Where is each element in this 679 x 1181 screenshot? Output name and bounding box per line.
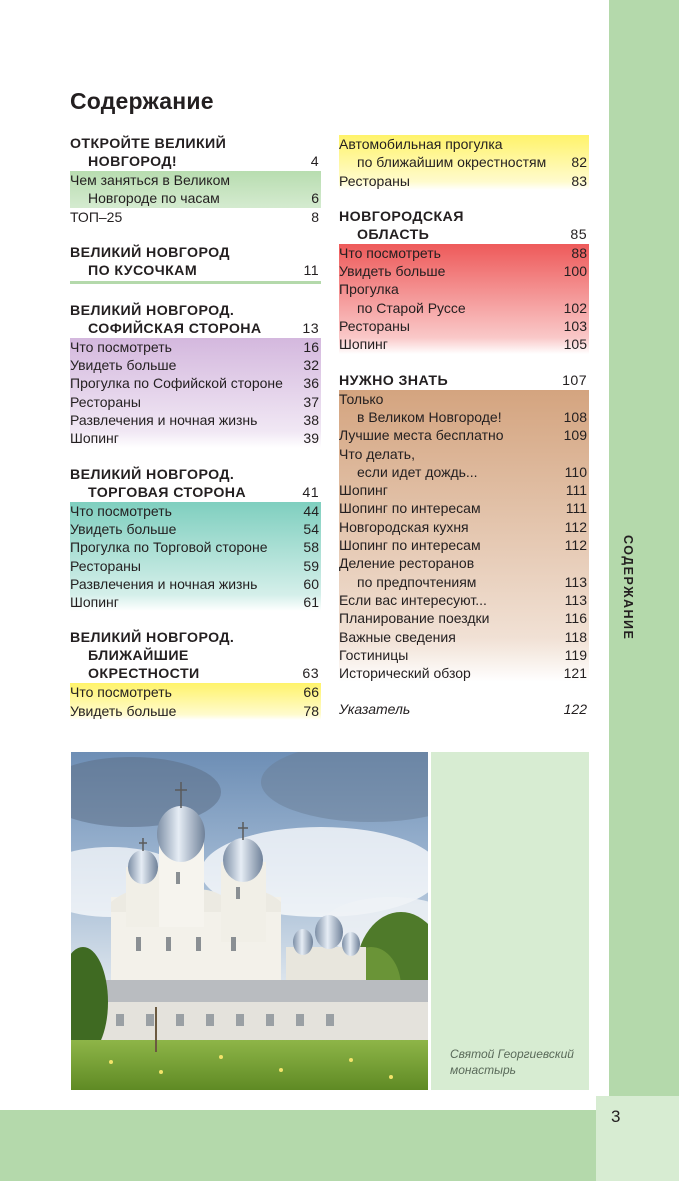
toc-entry-page: 119 xyxy=(564,646,587,663)
toc-entry-text: Шопинг xyxy=(339,336,388,353)
toc-section-heading xyxy=(70,466,321,502)
toc-entry-text: Что посмотреть xyxy=(70,684,172,701)
toc-entry-group xyxy=(70,683,321,720)
toc-entry-page: 58 xyxy=(303,539,319,556)
toc-entry-page: 111 xyxy=(565,500,587,517)
toc-entry-group xyxy=(339,244,589,354)
toc-entry[interactable] xyxy=(70,338,321,356)
toc-entry-text: Шопинг по интересам xyxy=(339,537,481,554)
toc-entry-page: 54 xyxy=(303,520,319,537)
toc-entry-page: 44 xyxy=(303,502,319,519)
toc-entry[interactable] xyxy=(70,502,321,520)
toc-entry[interactable] xyxy=(339,664,589,682)
toc-entry-page: 6 xyxy=(311,190,319,207)
toc-heading-line: СОФИЙСКАЯ СТОРОНА xyxy=(88,320,262,337)
side-color-band xyxy=(609,0,679,1096)
toc-entry[interactable] xyxy=(70,208,321,226)
toc-heading-line: ВЕЛИКИЙ НОВГОРОД xyxy=(70,244,230,261)
toc-heading-line: ОТКРОЙТЕ ВЕЛИКИЙ xyxy=(70,136,227,152)
toc-entry-text: Новгороде по часам xyxy=(88,190,220,207)
toc-entry[interactable] xyxy=(70,557,321,575)
toc-entry-text: Гостиницы xyxy=(339,646,409,663)
toc-entry[interactable] xyxy=(70,356,321,374)
toc-entry-text: Что посмотреть xyxy=(70,502,172,519)
toc-entry-text: Прогулка по Торговой стороне xyxy=(70,539,268,556)
toc-right-column xyxy=(339,135,589,719)
toc-entry[interactable] xyxy=(339,135,589,172)
toc-entry[interactable] xyxy=(70,411,321,429)
bottom-color-band xyxy=(0,1110,679,1181)
toc-entry-text: Деление ресторанов xyxy=(339,555,475,572)
toc-entry-page: 78 xyxy=(303,702,319,719)
toc-heading-line: ОКРЕСТНОСТИ xyxy=(88,666,200,683)
toc-entry-page: 100 xyxy=(563,263,587,280)
toc-entry-group xyxy=(70,171,321,208)
toc-section-page: 13 xyxy=(302,320,319,337)
toc-entry[interactable] xyxy=(339,591,589,609)
toc-entry[interactable] xyxy=(70,683,321,701)
toc-section-page: 41 xyxy=(302,484,319,501)
toc-entry-group xyxy=(70,208,321,226)
toc-section xyxy=(70,244,321,284)
toc-section xyxy=(339,700,589,718)
toc-section-page: 85 xyxy=(570,226,587,243)
toc-heading-line: НОВГОРОД! xyxy=(88,154,177,170)
toc-entry-text: по ближайшим окрестностям xyxy=(357,154,547,171)
toc-entry-text: Рестораны xyxy=(339,172,410,189)
toc-entry[interactable] xyxy=(339,335,589,353)
toc-left-column xyxy=(70,135,321,720)
toc-entry-page: 8 xyxy=(311,208,319,225)
toc-entry[interactable] xyxy=(339,172,589,190)
toc-entry-text: Рестораны xyxy=(339,318,410,335)
toc-entry[interactable] xyxy=(339,262,589,280)
toc-entry-text: Только xyxy=(339,390,384,407)
toc-entry-text: Шопинг xyxy=(339,482,388,499)
toc-entry[interactable] xyxy=(339,426,589,444)
toc-entry[interactable] xyxy=(339,554,589,591)
toc-entry-page: 60 xyxy=(303,575,319,592)
toc-entry-page: 103 xyxy=(563,318,587,335)
toc-section-heading xyxy=(70,302,321,338)
toc-section-heading xyxy=(70,135,321,171)
toc-entry-text: Развлечения и ночная жизнь xyxy=(70,412,258,429)
toc-entry-page: 112 xyxy=(564,537,587,554)
toc-entry-text: Чем заняться в Великом xyxy=(70,172,230,188)
toc-entry-text: Если вас интересуют... xyxy=(339,591,487,608)
toc-section xyxy=(70,135,321,226)
toc-section-page: 4 xyxy=(310,154,319,170)
toc-entry-page: 32 xyxy=(303,357,319,374)
toc-heading-line: ВЕЛИКИЙ НОВГОРОД. xyxy=(70,302,235,319)
toc-entry[interactable] xyxy=(70,374,321,392)
toc-heading-line: ПО КУСОЧКАМ xyxy=(88,262,198,279)
toc-section xyxy=(339,135,589,190)
toc-entry[interactable] xyxy=(70,393,321,411)
toc-heading-line: ТОРГОВАЯ СТОРОНА xyxy=(88,484,247,501)
toc-entry-page: 113 xyxy=(564,591,587,608)
toc-section-page: 107 xyxy=(562,372,587,389)
toc-entry[interactable] xyxy=(339,280,589,317)
toc-entry-page: 88 xyxy=(571,244,587,261)
toc-entry-text: Увидеть больше xyxy=(70,357,177,374)
toc-entry-text: Шопинг xyxy=(70,430,119,447)
toc-entry[interactable] xyxy=(339,628,589,646)
toc-entry-text: Увидеть больше xyxy=(70,702,177,719)
toc-heading-line: БЛИЖАЙШИЕ xyxy=(88,648,189,665)
toc-entry-page: 37 xyxy=(303,393,319,410)
toc-section-heading xyxy=(339,208,589,244)
toc-entry[interactable] xyxy=(339,646,589,664)
toc-entry-group xyxy=(339,700,589,718)
toc-entry[interactable] xyxy=(339,536,589,554)
toc-entry-group xyxy=(339,135,589,190)
toc-entry[interactable] xyxy=(339,244,589,262)
toc-entry-text: Увидеть больше xyxy=(339,263,446,280)
toc-entry-page: 105 xyxy=(563,336,587,353)
toc-entry-text: ТОП–25 xyxy=(70,208,123,225)
toc-entry-text: Развлечения и ночная жизнь xyxy=(70,575,258,592)
toc-entry-text: Автомобильная прогулка xyxy=(339,136,503,152)
toc-heading-line: НОВГОРОДСКАЯ xyxy=(339,208,464,225)
toc-entry-text: по предпочтениям xyxy=(357,573,477,590)
toc-entry-page: 61 xyxy=(303,594,319,611)
toc-section xyxy=(339,208,589,354)
toc-entry-text: Что посмотреть xyxy=(339,244,441,261)
toc-section-heading xyxy=(339,372,589,390)
toc-entry-page: 38 xyxy=(303,412,319,429)
toc-entry[interactable] xyxy=(70,429,321,447)
toc-entry-page: 110 xyxy=(564,463,587,480)
toc-entry-page: 111 xyxy=(565,482,587,499)
monastery-photo xyxy=(71,752,428,1090)
toc-entry[interactable] xyxy=(339,445,589,482)
toc-entry[interactable] xyxy=(70,702,321,720)
toc-entry-text: Важные сведения xyxy=(339,628,456,645)
toc-entry-text: Планирование поездки xyxy=(339,610,490,627)
toc-entry-text: Что делать, xyxy=(339,445,415,462)
toc-entry-group xyxy=(70,502,321,612)
toc-entry[interactable] xyxy=(339,317,589,335)
toc-entry[interactable] xyxy=(339,609,589,627)
toc-entry-page: 16 xyxy=(303,338,319,355)
toc-entry-text: по Старой Руссе xyxy=(357,299,466,316)
toc-entry-page: 66 xyxy=(303,684,319,701)
toc-entry-text: Рестораны xyxy=(70,557,141,574)
toc-entry-page: 109 xyxy=(563,427,587,444)
toc-entry-text: Лучшие места бесплатно xyxy=(339,427,504,444)
toc-entry-text: Указатель xyxy=(339,701,411,718)
toc-section-page: 63 xyxy=(302,666,319,683)
toc-entry-page: 59 xyxy=(303,557,319,574)
caption-panel xyxy=(431,752,589,1090)
toc-entry-page: 36 xyxy=(303,375,319,392)
toc-entry[interactable] xyxy=(70,520,321,538)
toc-entry-page: 108 xyxy=(563,408,587,425)
toc-entry-page: 121 xyxy=(563,665,587,682)
toc-section-heading xyxy=(70,244,321,280)
page-title: Содержание xyxy=(70,88,214,114)
toc-entry-group xyxy=(339,390,589,683)
toc-entry-page: 113 xyxy=(564,573,587,590)
photo-caption: Святой Георгиевский монастырь xyxy=(450,1047,574,1077)
toc-section-heading xyxy=(70,629,321,683)
toc-entry-text: Шопинг по интересам xyxy=(339,500,481,517)
toc-entry-text: Прогулка xyxy=(339,281,399,298)
toc-heading-line: ВЕЛИКИЙ НОВГОРОД. xyxy=(70,630,235,647)
page-number: 3 xyxy=(611,1107,621,1126)
toc-heading-line: ВЕЛИКИЙ НОВГОРОД. xyxy=(70,466,235,483)
toc-section xyxy=(70,466,321,612)
toc-section xyxy=(70,629,321,720)
toc-entry[interactable] xyxy=(70,593,321,611)
toc-heading-line: НУЖНО ЗНАТЬ xyxy=(339,372,449,389)
toc-entry-group xyxy=(70,338,321,448)
toc-entry-text: Прогулка по Софийской стороне xyxy=(70,375,283,392)
toc-entry-text: Рестораны xyxy=(70,393,141,410)
toc-section xyxy=(339,372,589,683)
toc-entry-text: Новгородская кухня xyxy=(339,518,469,535)
toc-entry-page: 112 xyxy=(564,518,587,535)
toc-section xyxy=(70,302,321,448)
toc-entry[interactable] xyxy=(339,700,589,718)
toc-entry-text: Шопинг xyxy=(70,594,119,611)
toc-entry-page: 118 xyxy=(564,628,587,645)
toc-entry-page: 122 xyxy=(563,701,587,718)
toc-entry-page: 116 xyxy=(564,610,587,627)
toc-entry[interactable] xyxy=(70,575,321,593)
toc-divider xyxy=(70,281,321,284)
toc-entry-text: Исторический обзор xyxy=(339,665,471,682)
toc-entry-page: 83 xyxy=(571,172,587,189)
toc-entry[interactable] xyxy=(339,499,589,517)
toc-entry-page: 102 xyxy=(563,299,587,316)
toc-section-page: 11 xyxy=(303,262,319,279)
toc-entry-text: если идет дождь... xyxy=(357,463,478,480)
toc-entry[interactable] xyxy=(339,481,589,499)
toc-entry-text: Что посмотреть xyxy=(70,338,172,355)
page-number-tab xyxy=(596,1096,679,1181)
toc-entry-text: Увидеть больше xyxy=(70,520,177,537)
toc-entry[interactable] xyxy=(339,390,589,427)
toc-entry-page: 82 xyxy=(571,154,587,171)
toc-entry[interactable] xyxy=(70,538,321,556)
toc-entry[interactable] xyxy=(70,171,321,208)
toc-entry-text: в Великом Новгороде! xyxy=(357,408,502,425)
toc-entry[interactable] xyxy=(339,518,589,536)
toc-heading-line: ОБЛАСТЬ xyxy=(357,226,430,243)
toc-entry-page: 39 xyxy=(303,430,319,447)
